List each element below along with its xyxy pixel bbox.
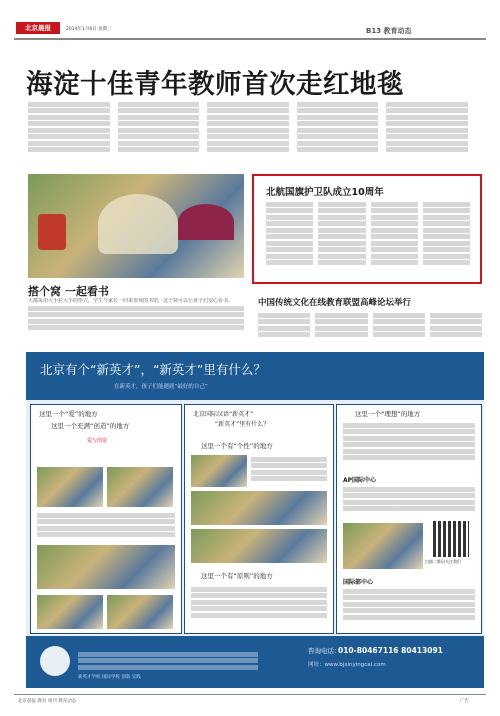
ad-section-2-title: 北京国际汉语“新英才”: [193, 411, 254, 418]
ad-section-1-label: 爱与创造: [87, 438, 108, 444]
ad-photo-7: [191, 491, 327, 525]
ad-photo-8: [191, 529, 327, 563]
footer-rule: [14, 694, 486, 695]
ad-photo-3: [37, 545, 175, 589]
qr-code: [433, 521, 469, 557]
ad-photo-9: [343, 523, 423, 569]
ad-photo-6: [191, 455, 247, 487]
phone-label: 咨询电话：: [308, 647, 341, 655]
ad-photo-1: [37, 467, 103, 507]
ad-section-1-title: 这里一个“爱”的地方: [39, 410, 98, 418]
sidebar-text: [266, 200, 470, 280]
qr-caption: 扫描二维码关注我们: [425, 559, 461, 564]
ad-bottom-line: 新英才学校 国际学校 创新 实践: [78, 675, 141, 680]
header-logo: 北京晨报: [16, 22, 60, 34]
main-headline: 海淀十佳青年教师首次走红地毯: [26, 69, 404, 100]
ad-section-right: [336, 404, 482, 634]
sidebar-title: 北航国旗护卫队成立10周年: [266, 187, 384, 198]
phone-number: 010-80467116 80413091: [338, 646, 443, 655]
page-label: B13 教育动态: [366, 27, 412, 35]
ad-right-2-title: AP国际中心: [343, 477, 377, 484]
ad-section-4-title: 这里一个有“原则”的地方: [201, 572, 273, 580]
ad-photo-2: [107, 467, 173, 507]
ad-subhead: 在新英才，孩子们能遇到“最好的自己”: [114, 384, 208, 390]
ad-section-middle: [184, 404, 334, 634]
tree-logo-icon: [40, 646, 70, 676]
footer-left: 北京晨报 教育 周刊 教育动态: [18, 699, 77, 704]
ad-section-1-sub: 这里一个充满“创造”的地方: [51, 422, 130, 430]
ad-photo-4: [37, 595, 103, 629]
header-date: 2014年1月6日 星期三: [66, 27, 112, 32]
ad-section-love: [30, 404, 182, 634]
feature-caption-text: 大都采用大手拉大手的形式，学生与家长一同来参观图书馆，这个窝可以让孩子们安心看书。: [28, 298, 244, 342]
ad-photo-5: [107, 595, 173, 629]
sidebar-box: [252, 174, 482, 284]
ad-section-2-sub: “新英才”里有什么？: [215, 421, 270, 428]
ad-website: 网址：www.bjxinyingcai.com: [308, 662, 386, 668]
ad-right-3-title: 国际部中心: [343, 579, 374, 586]
lower-article-text: [258, 311, 482, 347]
footer-right: 广告: [460, 699, 469, 704]
feature-caption-title: 搭个窝 一起看书: [28, 285, 109, 298]
ad-right-1-title: 这里一个“理想”的地方: [355, 410, 421, 418]
ad-section-3-title: 这里一个有“个性”的地方: [201, 442, 273, 450]
ad-banner: [26, 352, 484, 688]
body-columns-top: [28, 100, 468, 166]
lower-article-title: 中国传统文化在线教育联盟高峰论坛举行: [258, 298, 412, 308]
ad-headline: 北京有个“新英才”，“新英才”里有什么？: [40, 362, 266, 377]
feature-photo: [28, 174, 244, 278]
header-rule: [14, 38, 486, 40]
